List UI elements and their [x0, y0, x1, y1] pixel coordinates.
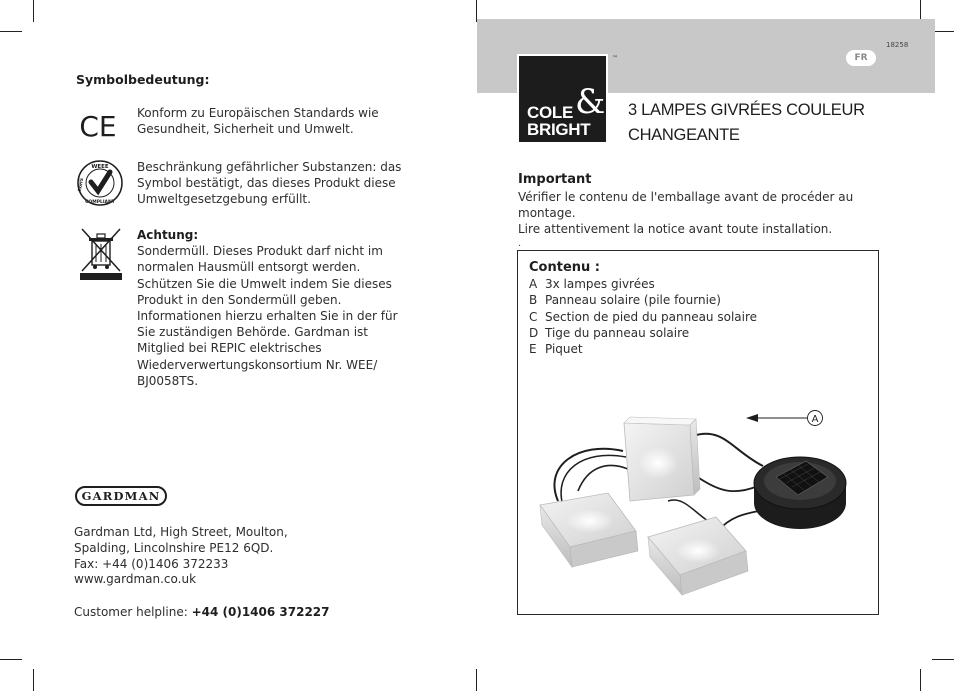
symbols-title: Symbolbedeutung: — [76, 72, 210, 87]
rohs-seal-top-text: WEEE — [91, 164, 109, 170]
cable — [668, 500, 708, 521]
item-text: Piquet — [545, 342, 583, 357]
cable — [693, 434, 763, 466]
company-address — [74, 525, 288, 588]
crop-mark — [932, 31, 954, 32]
item-text: Tige du panneau solaire — [545, 325, 690, 340]
cable — [578, 465, 628, 491]
crop-mark — [920, 669, 921, 691]
crop-mark — [33, 0, 34, 22]
rohs-description: Beschränkung gefährlicher Substanzen: das Symbol bestätigt, das dieses Produkt diese Umweltgesetzgebung erfüllt. — [137, 160, 402, 207]
solar-panel-unit — [754, 457, 846, 529]
frosted-lamp — [540, 493, 638, 567]
crop-mark — [33, 669, 34, 691]
brand-line2: BRIGHT — [527, 120, 591, 139]
weee-description — [137, 227, 417, 389]
important-body — [518, 189, 878, 237]
frosted-lamp — [648, 517, 748, 595]
address-line: Gardman Ltd, High Street, Moulton, — [74, 525, 288, 539]
cable — [696, 476, 758, 491]
important-line: Vérifier le contenu de l'emballage avant de procéder au — [518, 190, 854, 204]
important-line: Lire attentivement la notice avant toute installation. — [518, 222, 833, 236]
website-line: www.gardman.co.uk — [74, 572, 197, 587]
title-line: CHANGEANTE — [628, 125, 740, 144]
product-title — [628, 98, 888, 147]
rohs-seal-icon — [76, 159, 124, 207]
callout-label: A — [811, 414, 819, 425]
product-code: 18258 — [886, 41, 909, 49]
item-letter: B — [529, 293, 538, 308]
brand-ampersand: & — [575, 82, 606, 122]
trademark-symbol: ™ — [612, 55, 618, 62]
fax-line: Fax: +44 (0)1406 372233 — [74, 556, 229, 571]
callout-arrowhead — [746, 414, 758, 422]
rohs-seal-side-text: RoHS — [77, 177, 86, 193]
weee-symbol-row — [76, 227, 416, 392]
frosted-lamp — [624, 417, 700, 501]
crop-mark — [0, 31, 22, 32]
item-letter: A — [529, 277, 538, 291]
ce-description: Konform zu Europäischen Standards wie Gesundheit, Sicherheit und Umwelt. — [137, 106, 379, 137]
contents-box — [517, 250, 879, 615]
crossed-bin-icon — [78, 227, 124, 283]
rohs-seal-bottom-text: COMPLIANT — [85, 200, 115, 205]
item-letter: D — [529, 325, 539, 340]
stray-dot: . — [518, 238, 522, 249]
customer-helpline — [74, 605, 330, 619]
gardman-logo: GARDMAN — [75, 486, 167, 506]
ce-symbol-row — [76, 105, 416, 145]
title-line: 3 LAMPES GIVRÉES COULEUR — [628, 101, 865, 119]
weee-heading: Achtung: — [137, 228, 199, 242]
crop-mark — [932, 659, 954, 660]
item-letter: C — [529, 309, 538, 324]
helpline-label: Customer helpline: — [74, 605, 192, 619]
crop-mark — [476, 669, 477, 691]
product-illustration — [518, 251, 878, 614]
item-text: Panneau solaire (pile fournie) — [545, 293, 721, 308]
rohs-symbol-row — [76, 159, 416, 209]
item-letter: E — [529, 342, 537, 357]
language-badge: FR — [846, 50, 876, 66]
address-line: Spalding, Lincolnshire PE12 6QD. — [74, 540, 274, 555]
ce-mark-icon — [76, 105, 120, 145]
item-text: Section de pied du panneau solaire — [545, 309, 758, 324]
important-line: montage. — [518, 206, 576, 220]
contents-title: Contenu : — [529, 260, 600, 275]
important-heading: Important — [518, 172, 592, 187]
weee-body: Sondermüll. Dieses Produkt darf nicht im normalen Hausmüll entsorgt werden. Schützen Sie die Umwelt indem Sie dieses Produkt in den Sondermüll geben. Informationen hierzu erhalten Sie in der für Sie zuständigen Behörde. Gardman ist Mitglied bei REPIC elektrisches Wiederverwertungskonsortium Nr. WEE/ BJ0058TS. — [137, 244, 398, 388]
brand-line1: COLE — [527, 103, 574, 122]
cole-bright-logo — [517, 54, 608, 144]
item-text: 3x lampes givrées — [545, 277, 655, 291]
helpline-number: +44 (0)1406 372227 — [191, 605, 330, 619]
crop-mark — [0, 659, 22, 660]
ce-mark-text: CE — [79, 110, 117, 143]
